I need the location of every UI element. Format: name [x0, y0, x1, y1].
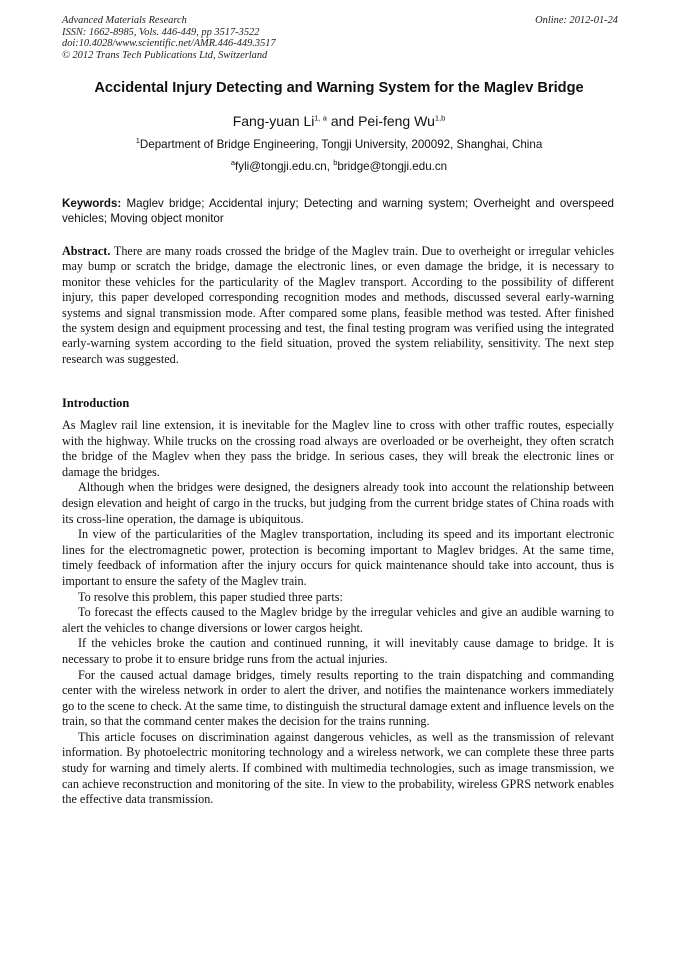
intro-paragraph: If the vehicles broke the caution and continued running, it will inevitably cause damage to bridge. It is necessary to probe it to ensure bridge runs from the actual injuries.: [62, 636, 614, 666]
intro-paragraph: To forecast the effects caused to the Maglev bridge by the irregular vehicles and give an audible warning to alert the vehicles to change diversions or lower cargos height.: [62, 605, 614, 635]
affiliation: [40, 138, 638, 151]
paper-title: Accidental Injury Detecting and Warning System for the Maglev Bridge: [94, 80, 584, 96]
author-conjunction: and: [326, 113, 359, 129]
section-heading-introduction: Introduction: [62, 396, 130, 410]
keywords-text: Maglev bridge; Accidental injury; Detecting and warning system; Overheight and overspeed vehicles; Moving object monitor: [62, 197, 614, 225]
introduction-body: [62, 418, 614, 808]
intro-paragraph: For the caused actual damage bridges, timely results reporting to the train dispatching and commanding center with the wireless network in order to alert the driver, and notifies the maintenance workers immediately go to the scene to check. At the same time, to distinguish the structural damage extent and influence levels on the train, so that the command center makes the decision for the trains running.: [62, 667, 614, 729]
intro-paragraph: As Maglev rail line extension, it is inevitable for the Maglev line to cross with other traffic routes, especially with the highway. While trucks on the crossing road always are overloaded or be overheight, they often scratch the bridge of the Maglev when they pass the bridge. In serious cases, they will break the electronic lines or damage the bridges.: [62, 418, 614, 479]
journal-name: Advanced Materials Research: [62, 15, 187, 26]
author-line: [40, 113, 638, 129]
intro-paragraph: In view of the particularities of the Maglev transportation, including its speed and its important electronic lines for the electromagnetic power, protection is becoming important to Maglev bridges. At the same time, timely feedback of information after the injury occurs for quick maintenance should take into account, thus is important to ensure the safety of the Maglev train.: [62, 527, 614, 588]
email-line: [40, 160, 638, 173]
intro-paragraph: Although when the bridges were designed, the designers already took into account the relationship between design elevation and height of cargo in the trucks, but judging from the current bridge states of China roads with its cross-line operation, the damage is ubiquitous.: [62, 480, 614, 526]
abstract-text: There are many roads crossed the bridge of the Maglev train. Due to overheight or irregular vehicles may bump or scratch the bridge, damage the electronic lines, or even damage the bridge, it is necessary to monitor these vehicles for the particularity of the Maglev transport. According to the possibility of different injury, this paper developed corresponding recognition modes and methods, discussed several early-warning systems and signal transmission mode. After compared some plans, feasible method was tested. After finished the system design and equipment processing and test, the final testing program was verified using the integrated early-warning system according to the field situation, proved the system reliability, sensitivity. The next step research was suggested.: [62, 244, 614, 366]
abstract-label: Abstract.: [62, 244, 111, 258]
email-b: bridge@tongji.edu.cn: [337, 160, 448, 173]
online-date: Online: 2012-01-24: [535, 15, 618, 26]
issn-line: ISSN: 1662-8985, Vols. 446-449, pp 3517-3522: [62, 26, 260, 38]
intro-paragraph: To resolve this problem, this paper studied three parts:: [78, 589, 343, 604]
copyright-line: © 2012 Trans Tech Publications Ltd, Switzerland: [62, 49, 268, 61]
author-1-name: Fang-yuan Li: [232, 113, 315, 129]
intro-paragraph: This article focuses on discrimination against dangerous vehicles, as well as the transmission of relevant information. By photoelectric monitoring technology and a wireless network, we can complete these three parts study for warning and timely alerts. If combined with multimedia technologies, such as image transmission, we can achieve reconstruction and monitoring of the site. In view to the probability, wireless GPRS network enables the effective data transmission.: [62, 729, 614, 807]
keywords: [62, 196, 614, 226]
author-2-sup: 1,b: [434, 113, 446, 123]
doi-line: doi:10.4028/www.scientific.net/AMR.446-449.3517: [62, 38, 276, 50]
author-1-sup: 1, a: [314, 113, 327, 123]
journal-header: [62, 15, 618, 61]
email-a: fyli@tongji.edu.cn,: [235, 160, 334, 173]
keywords-label: Keywords:: [62, 197, 122, 210]
affiliation-sup: 1: [135, 136, 140, 146]
abstract: [62, 244, 614, 367]
author-2-name: Pei-feng Wu: [358, 113, 435, 129]
email-a-sup: a: [230, 158, 236, 168]
affiliation-text: Department of Bridge Engineering, Tongji University, 200092, Shanghai, China: [139, 138, 543, 151]
email-b-sup: b: [333, 158, 338, 168]
